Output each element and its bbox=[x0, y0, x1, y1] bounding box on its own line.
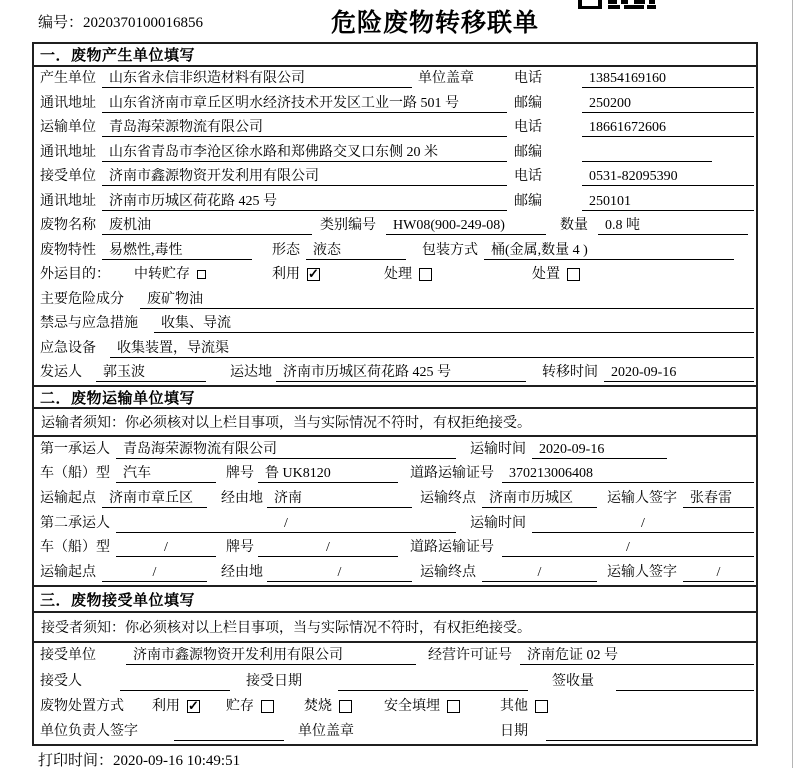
via1-label: 经由地 bbox=[221, 491, 263, 507]
form-row bbox=[34, 336, 756, 360]
carrier-signature1-value: 张春雷 bbox=[683, 490, 754, 508]
license-number-label: 经营许可证号 bbox=[428, 648, 512, 664]
purpose-transit-storage bbox=[134, 266, 206, 284]
transfer-date-label: 转移时间 bbox=[542, 365, 598, 381]
transport-unit-value: 青岛海荣源物流有限公司 bbox=[102, 119, 507, 137]
carrier-signature1-label: 运输人签字 bbox=[607, 491, 677, 507]
purpose-treat bbox=[384, 266, 432, 284]
form-row bbox=[34, 361, 756, 385]
plate-number2-value: / bbox=[258, 539, 398, 557]
receiver-phone-value: 0531-82095390 bbox=[582, 168, 754, 186]
receiver-unit-value: 济南市鑫源物资开发利用有限公司 bbox=[102, 168, 507, 186]
transport-postcode-label: 邮编 bbox=[514, 144, 542, 160]
main-hazard-value: 废矿物油 bbox=[140, 291, 754, 309]
qr-code-fragment bbox=[578, 0, 658, 10]
disposal-utilize bbox=[152, 698, 200, 716]
disposal-store-checkbox bbox=[261, 700, 274, 713]
producer-phone-value: 13854169160 bbox=[582, 70, 754, 88]
packaging-value: 桶(金属,数量 4 ) bbox=[484, 242, 734, 260]
producer-phone-label: 电话 bbox=[514, 71, 542, 87]
print-time-value: 2020-09-16 10:49:51 bbox=[113, 753, 241, 768]
section-3-heading: 三．废物接受单位填写 bbox=[34, 585, 756, 613]
form-row bbox=[34, 91, 756, 115]
print-time-label: 打印时间： bbox=[38, 753, 114, 768]
waste-form-value: 液态 bbox=[306, 242, 406, 260]
form-row bbox=[34, 462, 756, 487]
scan-edge-line bbox=[792, 0, 793, 768]
disposal-other-checkbox bbox=[535, 700, 548, 713]
transport-phone-value: 18661672606 bbox=[582, 119, 754, 137]
purpose-dispose-label: 处置 bbox=[532, 267, 560, 283]
destination-label: 运达地 bbox=[230, 365, 272, 381]
via2-label: 经由地 bbox=[221, 565, 263, 581]
waste-name-label: 废物名称 bbox=[40, 218, 96, 234]
accept-person-label: 接受人 bbox=[40, 673, 82, 689]
form-row bbox=[34, 312, 756, 336]
origin2-value: / bbox=[102, 564, 207, 582]
transport-unit-label: 运输单位 bbox=[40, 120, 96, 136]
disposal-incinerate-checkbox bbox=[339, 700, 352, 713]
origin1-value: 济南市章丘区 bbox=[102, 490, 207, 508]
license-number-value: 济南危证 02 号 bbox=[520, 647, 754, 665]
section-1-heading: 一．废物产生单位填写 bbox=[34, 44, 756, 67]
second-carrier-value: / bbox=[116, 515, 456, 533]
purpose-treat-checkbox bbox=[419, 268, 432, 281]
form-row bbox=[34, 165, 756, 189]
purpose-utilize bbox=[272, 266, 320, 284]
first-carrier-label: 第一承运人 bbox=[40, 441, 110, 457]
first-carrier-value: 青岛海荣源物流有限公司 bbox=[116, 441, 456, 459]
accept-unit-label: 接受单位 bbox=[40, 648, 96, 664]
form-row bbox=[34, 668, 756, 693]
disposal-method-label: 废物处置方式 bbox=[40, 698, 124, 714]
purpose-dispose bbox=[532, 266, 580, 284]
transport-time2-value: / bbox=[532, 515, 754, 533]
serial-value: 2020370100016856 bbox=[83, 15, 204, 31]
producer-address-value: 山东省济南市章丘区明水经济技术开发区工业一路 501 号 bbox=[102, 95, 507, 113]
disposal-landfill bbox=[384, 698, 460, 716]
producer-postcode-value: 250200 bbox=[582, 95, 754, 113]
receiver-seal-label: 单位盖章 bbox=[298, 724, 354, 739]
section-2-rows bbox=[34, 437, 756, 585]
transfer-date-value: 2020-09-16 bbox=[604, 364, 754, 382]
waste-property-value: 易燃性,毒性 bbox=[102, 242, 252, 260]
form-row bbox=[34, 694, 756, 719]
responsible-signature-value bbox=[174, 723, 284, 741]
transport-address-value: 山东省青岛市李沧区徐水路和郑佛路交叉口东侧 20 米 bbox=[102, 144, 507, 162]
serial-number bbox=[38, 11, 203, 32]
form-row bbox=[34, 511, 756, 536]
terminal1-value: 济南市历城区 bbox=[482, 490, 597, 508]
page-title: 危险废物转移联单 bbox=[331, 10, 540, 37]
producer-address-label: 通讯地址 bbox=[40, 95, 96, 111]
disposal-store-label: 贮存 bbox=[226, 698, 254, 714]
origin1-label: 运输起点 bbox=[40, 491, 96, 507]
emergency-measures-value: 收集、导流 bbox=[154, 315, 754, 333]
form-row bbox=[34, 437, 756, 462]
form-row bbox=[34, 536, 756, 561]
sign-date-label: 日期 bbox=[500, 724, 528, 739]
transport-time2-label: 运输时间 bbox=[470, 515, 526, 531]
section-2-heading: 二．废物运输单位填写 bbox=[34, 385, 756, 409]
waste-form-label: 形态 bbox=[272, 242, 300, 258]
transport-phone-label: 电话 bbox=[514, 120, 542, 136]
waste-quantity-value: 0.8 吨 bbox=[598, 217, 748, 235]
form-row bbox=[34, 140, 756, 164]
disposal-incinerate bbox=[304, 698, 352, 716]
vehicle-type2-value: / bbox=[116, 539, 216, 557]
carrier-signature2-value: / bbox=[683, 564, 754, 582]
accept-date-label: 接受日期 bbox=[246, 673, 302, 689]
waste-category-label: 类别编号 bbox=[320, 218, 376, 234]
responsible-signature-label: 单位负责人签字 bbox=[40, 724, 138, 739]
purpose-transit-storage-label: 中转贮存 bbox=[134, 267, 190, 283]
form-row bbox=[34, 287, 756, 311]
waste-name-value: 废机油 bbox=[102, 217, 312, 235]
transport-address-label: 通讯地址 bbox=[40, 144, 96, 160]
section-2-notice: 运输者须知：你必须核对以上栏目事项，当与实际情况不符时，有权拒绝接受。 bbox=[34, 409, 756, 437]
waste-quantity-label: 数量 bbox=[560, 218, 588, 234]
origin2-label: 运输起点 bbox=[40, 565, 96, 581]
road-permit1-value: 370213006408 bbox=[502, 465, 754, 483]
waste-category-value: HW08(900-249-08) bbox=[386, 217, 546, 235]
vehicle-type2-label: 车（船）型 bbox=[40, 540, 110, 556]
purpose-utilize-checkbox bbox=[307, 268, 320, 281]
disposal-utilize-checkbox bbox=[187, 700, 200, 713]
producer-postcode-label: 邮编 bbox=[514, 95, 542, 111]
packaging-label: 包装方式 bbox=[422, 242, 478, 258]
section-3-rows bbox=[34, 643, 756, 744]
accept-date-value bbox=[338, 673, 528, 691]
receiver-postcode-label: 邮编 bbox=[514, 193, 542, 209]
road-permit2-value: / bbox=[502, 539, 754, 557]
main-hazard-label: 主要危险成分 bbox=[40, 291, 124, 307]
receiver-postcode-value: 250101 bbox=[582, 193, 754, 211]
received-quantity-label: 签收量 bbox=[552, 673, 594, 689]
producer-unit-label: 产生单位 bbox=[40, 71, 96, 87]
received-quantity-value bbox=[616, 673, 754, 691]
form-row bbox=[34, 560, 756, 585]
plate-number1-value: 鲁 UK8120 bbox=[258, 465, 398, 483]
receiver-address-value: 济南市历城区荷花路 425 号 bbox=[102, 193, 507, 211]
section-1-rows bbox=[34, 67, 756, 385]
sign-date-value bbox=[546, 723, 752, 741]
print-time bbox=[38, 749, 240, 768]
purpose-treat-label: 处理 bbox=[384, 267, 412, 283]
disposal-incinerate-label: 焚烧 bbox=[304, 698, 332, 714]
transport-postcode-value bbox=[582, 144, 712, 162]
emergency-equipment-value: 收集装置，导流渠 bbox=[110, 340, 754, 358]
form-row bbox=[34, 486, 756, 511]
form-row bbox=[34, 67, 756, 91]
transport-time1-label: 运输时间 bbox=[470, 441, 526, 457]
receiver-address-label: 通讯地址 bbox=[40, 193, 96, 209]
manifest-form bbox=[32, 42, 758, 746]
vehicle-type1-label: 车（船）型 bbox=[40, 466, 110, 482]
carrier-signature2-label: 运输人签字 bbox=[607, 565, 677, 581]
waste-property-label: 废物特性 bbox=[40, 242, 96, 258]
accept-unit-value: 济南市鑫源物资开发利用有限公司 bbox=[126, 647, 416, 665]
disposal-landfill-label: 安全填埋 bbox=[384, 698, 440, 714]
plate-number1-label: 牌号 bbox=[226, 466, 254, 482]
form-row bbox=[34, 116, 756, 140]
transfer-purpose-label: 外运目的： bbox=[40, 267, 110, 283]
terminal1-label: 运输终点 bbox=[420, 491, 476, 507]
road-permit2-label: 道路运输证号 bbox=[410, 540, 494, 556]
plate-number2-label: 牌号 bbox=[226, 540, 254, 556]
terminal2-value: / bbox=[482, 564, 597, 582]
purpose-dispose-checkbox bbox=[567, 268, 580, 281]
transport-time1-value: 2020-09-16 bbox=[532, 441, 667, 459]
via2-value: / bbox=[267, 564, 412, 582]
section-3-notice: 接受者须知：你必须核对以上栏目事项，当与实际情况不符时，有权拒绝接受。 bbox=[34, 613, 756, 643]
purpose-transit-storage-checkbox bbox=[197, 270, 206, 279]
unit-seal-label: 单位盖章 bbox=[418, 71, 474, 87]
form-row bbox=[34, 719, 756, 744]
road-permit1-label: 道路运输证号 bbox=[410, 466, 494, 482]
second-carrier-label: 第二承运人 bbox=[40, 515, 110, 531]
receiver-phone-label: 电话 bbox=[514, 169, 542, 185]
emergency-equipment-label: 应急设备 bbox=[40, 340, 96, 356]
form-row bbox=[34, 263, 756, 287]
disposal-utilize-label: 利用 bbox=[152, 698, 180, 714]
form-row bbox=[34, 214, 756, 238]
producer-unit-value: 山东省永信非织造材料有限公司 bbox=[102, 70, 412, 88]
vehicle-type1-value: 汽车 bbox=[116, 465, 216, 483]
terminal2-label: 运输终点 bbox=[420, 565, 476, 581]
receiver-unit-label: 接受单位 bbox=[40, 169, 96, 185]
consignor-label: 发运人 bbox=[40, 365, 82, 381]
emergency-measures-label: 禁忌与应急措施 bbox=[40, 316, 138, 332]
disposal-store bbox=[226, 698, 274, 716]
consignor-value: 郭玉波 bbox=[96, 364, 206, 382]
via1-value: 济南 bbox=[267, 490, 412, 508]
accept-person-value bbox=[120, 673, 230, 691]
form-row bbox=[34, 643, 756, 668]
disposal-other-label: 其他 bbox=[500, 698, 528, 714]
purpose-utilize-label: 利用 bbox=[272, 267, 300, 283]
destination-value: 济南市历城区荷花路 425 号 bbox=[276, 364, 526, 382]
serial-label: 编号： bbox=[38, 15, 84, 31]
form-row bbox=[34, 189, 756, 213]
disposal-other bbox=[500, 698, 548, 716]
form-row bbox=[34, 238, 756, 262]
disposal-landfill-checkbox bbox=[447, 700, 460, 713]
